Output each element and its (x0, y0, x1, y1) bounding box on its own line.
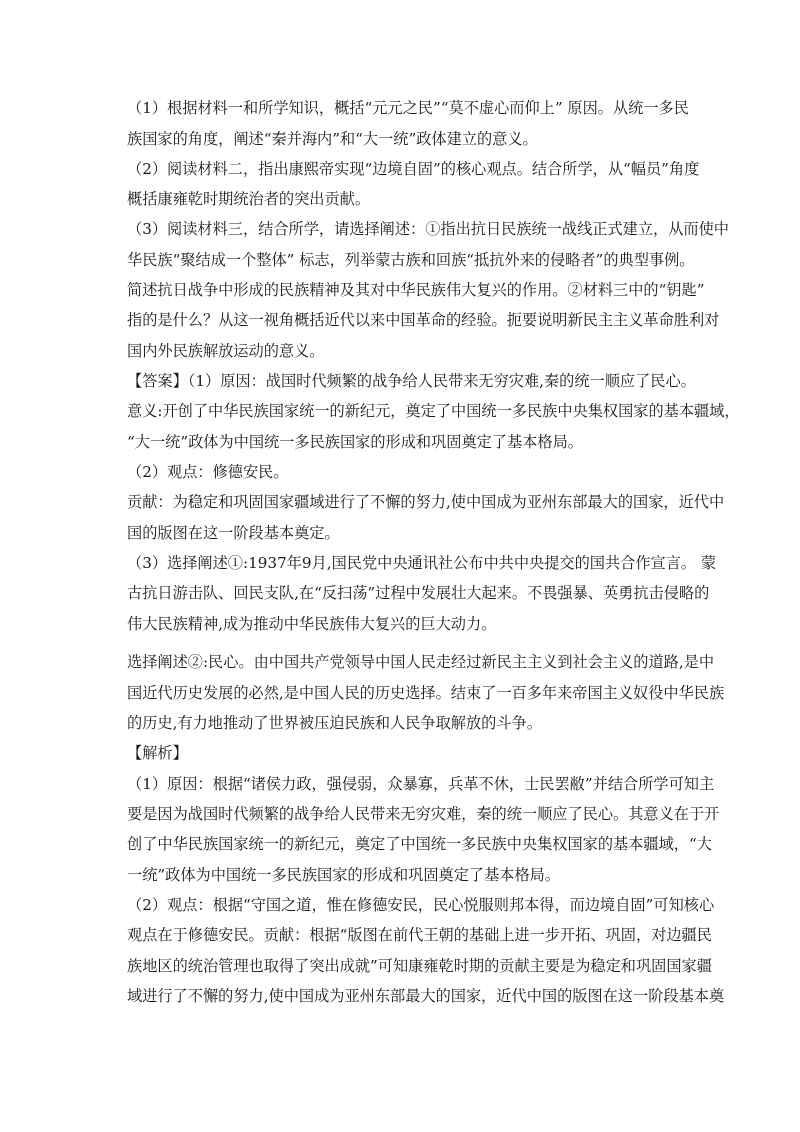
question-2-line-2: 概括康雍乾时期统治者的突出贡献。 (127, 190, 370, 208)
analysis-1-line-1: （1）原因：根据“诸侯力政，强侵弱，众暴寡，兵革不休，士民罢敝”并结合所学可知主 (127, 775, 715, 793)
answer-2-line-1: （2）观点：修德安民。 (127, 463, 289, 481)
question-2-line-1: （2）阅读材料二，指出康熙帝实现“边境自固”的核心观点。结合所学，从“幅员”角度 (127, 160, 700, 178)
analysis-2-line-2: 观点在于修德安民。贡献：根据“版图在前代王朝的基础上进一步开拓、巩固，对边疆民 (127, 926, 712, 944)
analysis-heading: 【解析】 (127, 744, 188, 762)
answer-3-line-1: （3）选择阐述①:1937年9月,国民党中央通讯社公布中共中央提交的国共合作宣言。 蒙 (127, 554, 717, 572)
answer-3-option2-line-2: 国近代历史发展的必然,是中国人民的历史选择。结束了一百多年来帝国主义奴役中华民族 (127, 684, 725, 702)
question-3-line-1: （3）阅读材料三，结合所学，请选择阐述：①指出抗日民族统一战线正式建立，从而使中 (127, 220, 729, 238)
question-3-line-3: 简述抗日战争中形成的民族精神及其对中华民族伟大复兴的作用。②材料三中的“钥匙” (127, 281, 705, 299)
question-3-line-2: 华民族“聚结成一个整体” 标志，列举蒙古族和回族“抵抗外来的侵略者”的典型事例。 (127, 251, 695, 269)
question-3-line-4: 指的是什么？从这一视角概括近代以来中国革命的经验。扼要说明新民主主义革命胜利对 (127, 311, 720, 329)
analysis-2-line-4: 域进行了不懈的努力,使中国成为亚州东部最大的国家，近代中国的版图在这一阶段基本奠 (127, 987, 725, 1005)
answer-1-line-3: “大一统”政体为中国统一多民族国家的形成和巩固奠定了基本格局。 (127, 433, 583, 451)
question-1-line-2: 族国家的角度，阐述“秦并海内”和“大一统”政体建立的意义。 (127, 130, 538, 148)
answer-3-line-3: 伟大民族精神,成为推动中华民族伟大复兴的巨大动力。 (127, 615, 497, 633)
analysis-1-line-3: 创了中华民族国家统一的新纪元，奠定了中国统一多民族中央集权国家的基本疆域，“大 (127, 835, 712, 853)
answer-3-line-2: 古抗日游击队、回民支队,在“反扫荡”过程中发展壮大起来。不畏强暴、英勇抗击侵略的 (127, 584, 710, 602)
answer-3-option2-line-1: 选择阐述②:民心。由中国共产党领导中国人民走经过新民主主义到社会主义的道路,是中 (127, 653, 715, 671)
analysis-2-line-3: 族地区的统治管理也取得了突出成就”可知康雍乾时期的贡献主要是为稳定和巩固国家疆 (127, 957, 712, 975)
answer-2-line-2: 贡献：为稳定和巩固国家疆域进行了不懈的努力,使中国成为亚州东部最大的国家，近代中 (127, 493, 725, 511)
answer-heading-line: 【答案】（1）原因：战国时代频繁的战争给人民带来无穷灾难,秦的统一顺应了民心。 (127, 372, 696, 390)
answer-3-option2-line-3: 的历史,有力地推动了世界被压迫民族和人民争取解放的斗争。 (127, 714, 542, 732)
analysis-1-line-4: 一统”政体为中国统一多民族国家的形成和巩固奠定了基本格局。 (127, 866, 561, 884)
answer-1-line-2: 意义:开创了中华民族国家统一的新纪元，奠定了中国统一多民族中央集权国家的基本疆域， (127, 402, 740, 420)
question-1-line-1: （1）根据材料一和所学知识，概括“元元之民”“莫不虚心而仰上” 原因。从统一多民 (127, 99, 689, 117)
analysis-1-line-2: 要是因为战国时代频繁的战争给人民带来无穷灾难，秦的统一顺应了民心。其意义在于开 (127, 805, 720, 823)
analysis-2-line-1: （2）观点：根据“守国之道，惟在修德安民，民心悦服则邦本得，而边境自固”可知核心 (127, 896, 715, 914)
answer-2-line-3: 国的版图在这一阶段基本奠定。 (127, 524, 340, 542)
question-3-line-5: 国内外民族解放运动的意义。 (127, 342, 325, 360)
